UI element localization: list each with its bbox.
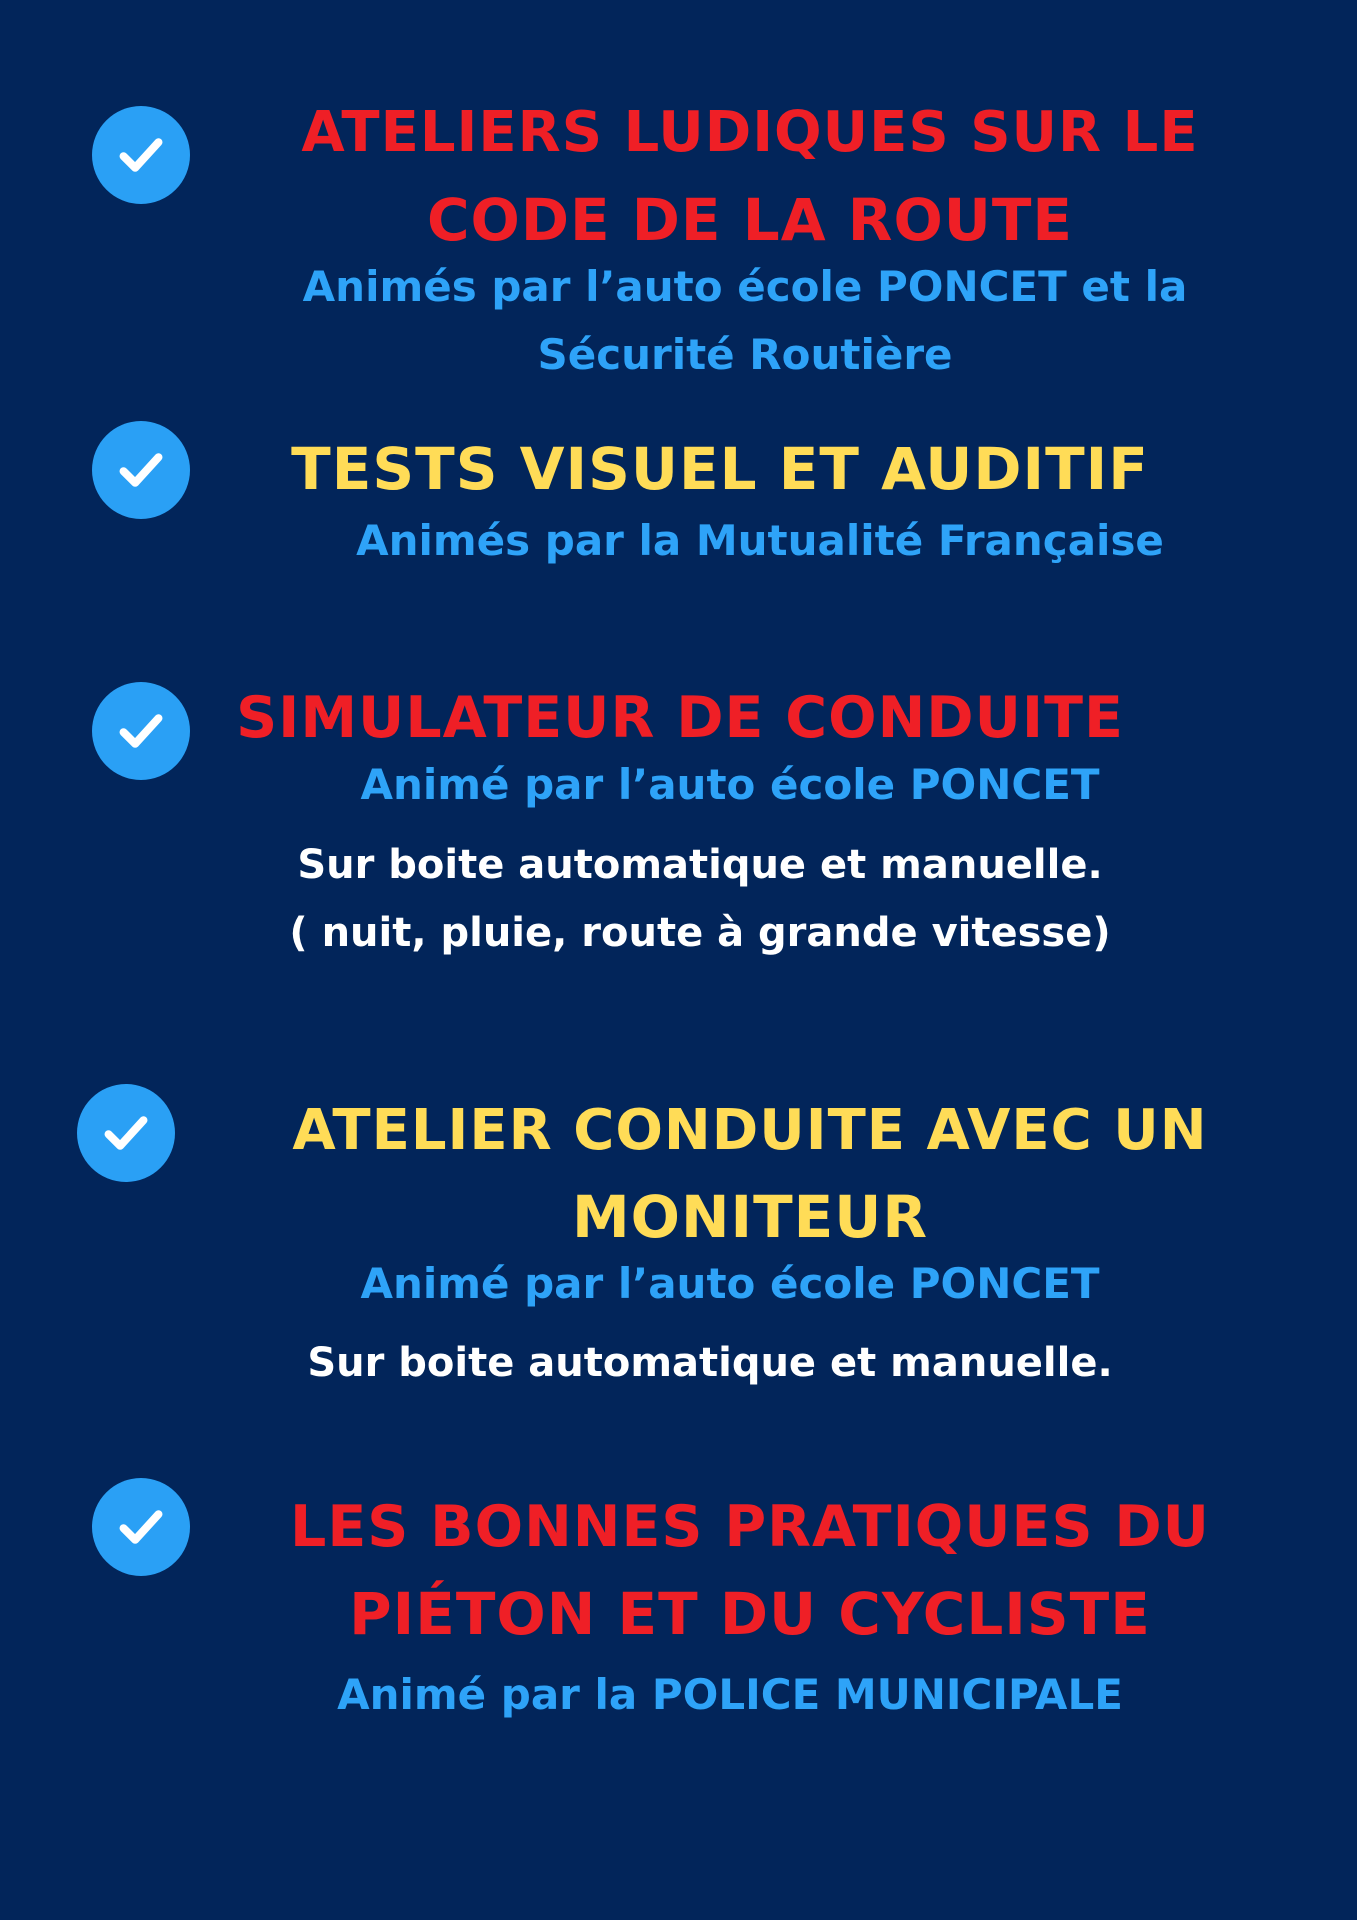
- check-circle-icon: [92, 1478, 190, 1576]
- check-circle-icon: [77, 1084, 175, 1182]
- item-4-title-line-1: ATELIER CONDUITE AVEC UN: [292, 1098, 1208, 1163]
- item-5-title-line-2: PIÉTON ET DU CYCLISTE: [349, 1580, 1151, 1648]
- item-5-title-line-1: LES BONNES PRATIQUES DU: [290, 1494, 1210, 1560]
- check-circle-icon: [92, 682, 190, 780]
- check-circle-icon: [92, 106, 190, 204]
- item-3-subtitle: Animé par l’auto école PONCET: [360, 760, 1100, 809]
- item-4-subtitle: Animé par l’auto école PONCET: [360, 1259, 1100, 1308]
- item-1-title-line-2: CODE DE LA ROUTE: [426, 186, 1074, 254]
- item-4-title-line-2: MONITEUR: [571, 1183, 929, 1251]
- item-1-title-line-1: ATELIERS LUDIQUES SUR LE: [301, 100, 1199, 165]
- item-3-note-line-1: Sur boite automatique et manuelle.: [297, 842, 1103, 888]
- item-5-subtitle: Animé par la POLICE MUNICIPALE: [337, 1670, 1123, 1719]
- check-circle-icon: [92, 421, 190, 519]
- item-3-title: SIMULATEUR DE CONDUITE: [236, 685, 1124, 751]
- item-3-note-line-2: ( nuit, pluie, route à grande vitesse): [289, 910, 1111, 956]
- item-4-note: Sur boite automatique et manuelle.: [307, 1340, 1113, 1386]
- item-1-subtitle-line-1: Animés par l’auto école PONCET et la: [302, 262, 1188, 311]
- item-2-title: TESTS VISUEL ET AUDITIF: [291, 435, 1149, 503]
- item-1-subtitle-line-2: Sécurité Routière: [537, 330, 953, 379]
- item-2-subtitle: Animés par la Mutualité Française: [356, 516, 1164, 565]
